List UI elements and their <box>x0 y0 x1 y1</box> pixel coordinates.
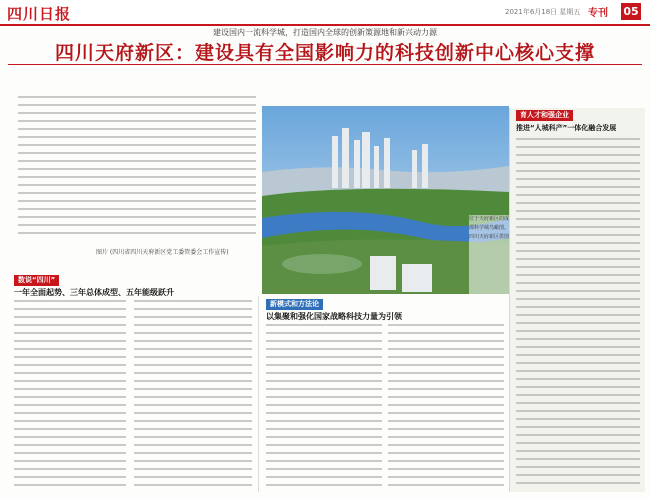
masthead <box>0 0 650 26</box>
body-column-4 <box>388 324 504 492</box>
section-title-3: 推进“人城科产”一体化融合发展 <box>516 124 617 132</box>
newspaper-logo: 四川日报 <box>7 5 72 23</box>
issue-date: 2021年6月18日 星期五 <box>505 8 581 16</box>
sidebar <box>509 108 645 492</box>
page-title: 四川天府新区：建设具有全国影响力的科技创新中心核心支撑 <box>54 42 595 64</box>
column-divider <box>258 296 259 492</box>
section-label-1: 数说“四川” <box>14 275 59 286</box>
photo-caption: 位于天府新区的成都科学城鸟瞰图。四川天府新区供图 <box>469 215 513 295</box>
body-column-5 <box>516 138 640 488</box>
body-column-1 <box>14 300 126 492</box>
body-column-3 <box>266 324 382 492</box>
section-name: 专刊 <box>588 8 608 19</box>
photo-credit: 图片 (四川省四川天府新区党工委管委会工作宣传) <box>96 249 229 256</box>
section-title-2: 以集聚和强化国家战略科技力量为引领 <box>266 312 402 321</box>
section-label-3: 育人才和强企业 <box>516 110 573 121</box>
kicker: 建设国内一流科学城，打造国内全球的创新策源地和新兴动力源 <box>213 28 437 37</box>
section-title-1: 一年全面起势、三年总体成型、五年能级跃升 <box>14 288 174 297</box>
section-label-2: 新模式和方法论 <box>266 299 323 310</box>
lead-paragraph <box>18 96 256 234</box>
body-column-2 <box>134 300 252 492</box>
page-number: 05 <box>621 3 641 20</box>
headline-rule <box>8 64 642 65</box>
